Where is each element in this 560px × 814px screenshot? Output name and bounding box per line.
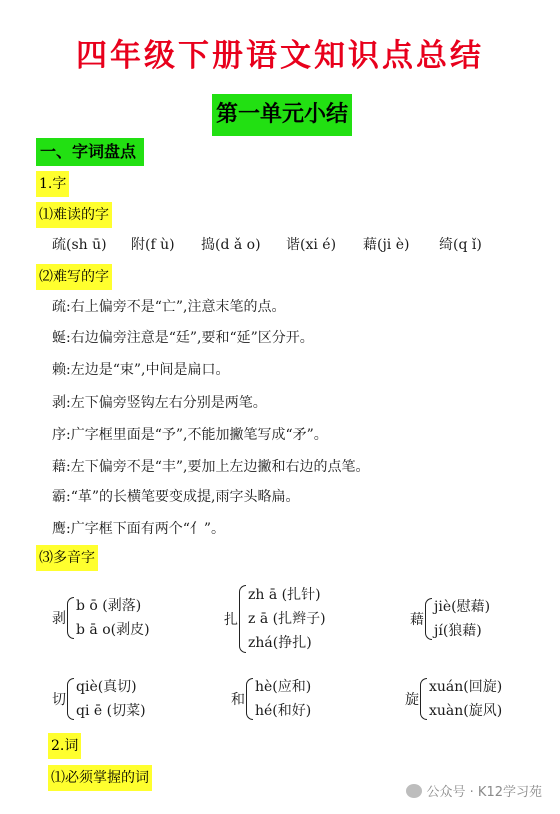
subheading-hard-to-write: ⑵难写的字 [36,264,112,290]
pinyin-item: 藉(ji è) [363,237,410,253]
polyphone-char: 剥 [52,611,66,627]
polyphone-reading: xuán(回旋) [429,679,503,695]
polyphone-reading: z ā (扎辫子) [248,611,326,627]
brace [67,597,74,639]
watermark-text: 公众号 · K12学习苑 [426,785,542,800]
pinyin-item: 疏(sh ū) [52,237,107,253]
part-label-words: 2.词 [48,733,81,759]
unit-subtitle: 第一单元小结 [212,94,352,136]
hard-char-note: 蜒:右边偏旁注意是“廷”,要和“延”区分开。 [52,330,314,346]
watermark [406,781,542,800]
polyphone-reading: hé(和好) [255,703,312,719]
pinyin-item: 附(f ù) [131,237,175,253]
page-title: 四年级下册语文知识点总结 [76,38,484,74]
polyphone-char: 和 [231,692,245,708]
hard-char-note: 序:广字框里面是“予”,不能加撇笔写成“矛”。 [52,427,328,443]
brace [67,678,74,720]
polyphone-char: 扎 [224,612,238,628]
hard-char-note: 藉:左下偏旁不是“丰”,要加上左边撇和右边的点笔。 [52,459,370,475]
polyphone-reading: hè(应和) [255,679,312,695]
brace [239,585,246,653]
polyphone-reading: zhá(挣扎) [248,635,312,651]
polyphone-reading: jí(狼藉) [434,623,482,639]
wechat-icon [406,784,422,798]
pinyin-item: 捣(d ǎ o) [201,237,261,253]
polyphone-reading: qi ē (切菜) [76,703,146,719]
polyphone-group [231,675,311,723]
subheading-polyphones: ⑶多音字 [36,545,98,571]
hard-char-note: 鹰:广字框下面有两个“亻”。 [52,521,226,537]
polyphone-group [410,595,490,643]
hard-char-note: 赖:左边是“束”,中间是扁口。 [52,362,230,378]
brace [246,678,253,720]
polyphone-reading: qiè(真切) [76,679,137,695]
polyphone-char: 藉 [410,612,424,628]
polyphone-group [405,675,502,723]
polyphone-reading: b ā o(剥皮) [76,622,150,638]
polyphone-char: 旋 [405,692,419,708]
polyphone-reading: zh ā (扎针) [248,587,321,603]
hard-char-note: 疏:右上偏旁不是“亡”,注意末笔的点。 [52,299,286,315]
hard-char-note: 霸:“革”的长横笔要变成提,雨字头略扁。 [52,489,300,505]
subheading-hard-to-read: ⑴难读的字 [36,202,112,228]
hard-char-note: 剥:左下偏旁竖钩左右分别是两笔。 [52,395,267,411]
part-label-characters: 1.字 [36,171,69,197]
subheading-must-master-words: ⑴必须掌握的词 [48,765,152,791]
polyphone-group [52,594,150,642]
pinyin-item: 谐(xi é) [286,237,337,253]
polyphone-group [224,583,326,655]
section-heading: 一、字词盘点 [36,138,144,166]
polyphone-char: 切 [52,692,66,708]
brace [425,598,432,640]
pinyin-item: 绮(q ǐ) [439,237,482,253]
polyphone-group [52,675,146,723]
polyphone-reading: b ō (剥落) [76,598,142,614]
polyphone-reading: xuàn(旋风) [429,703,503,719]
brace [420,678,427,720]
polyphone-reading: jiè(慰藉) [434,599,491,615]
